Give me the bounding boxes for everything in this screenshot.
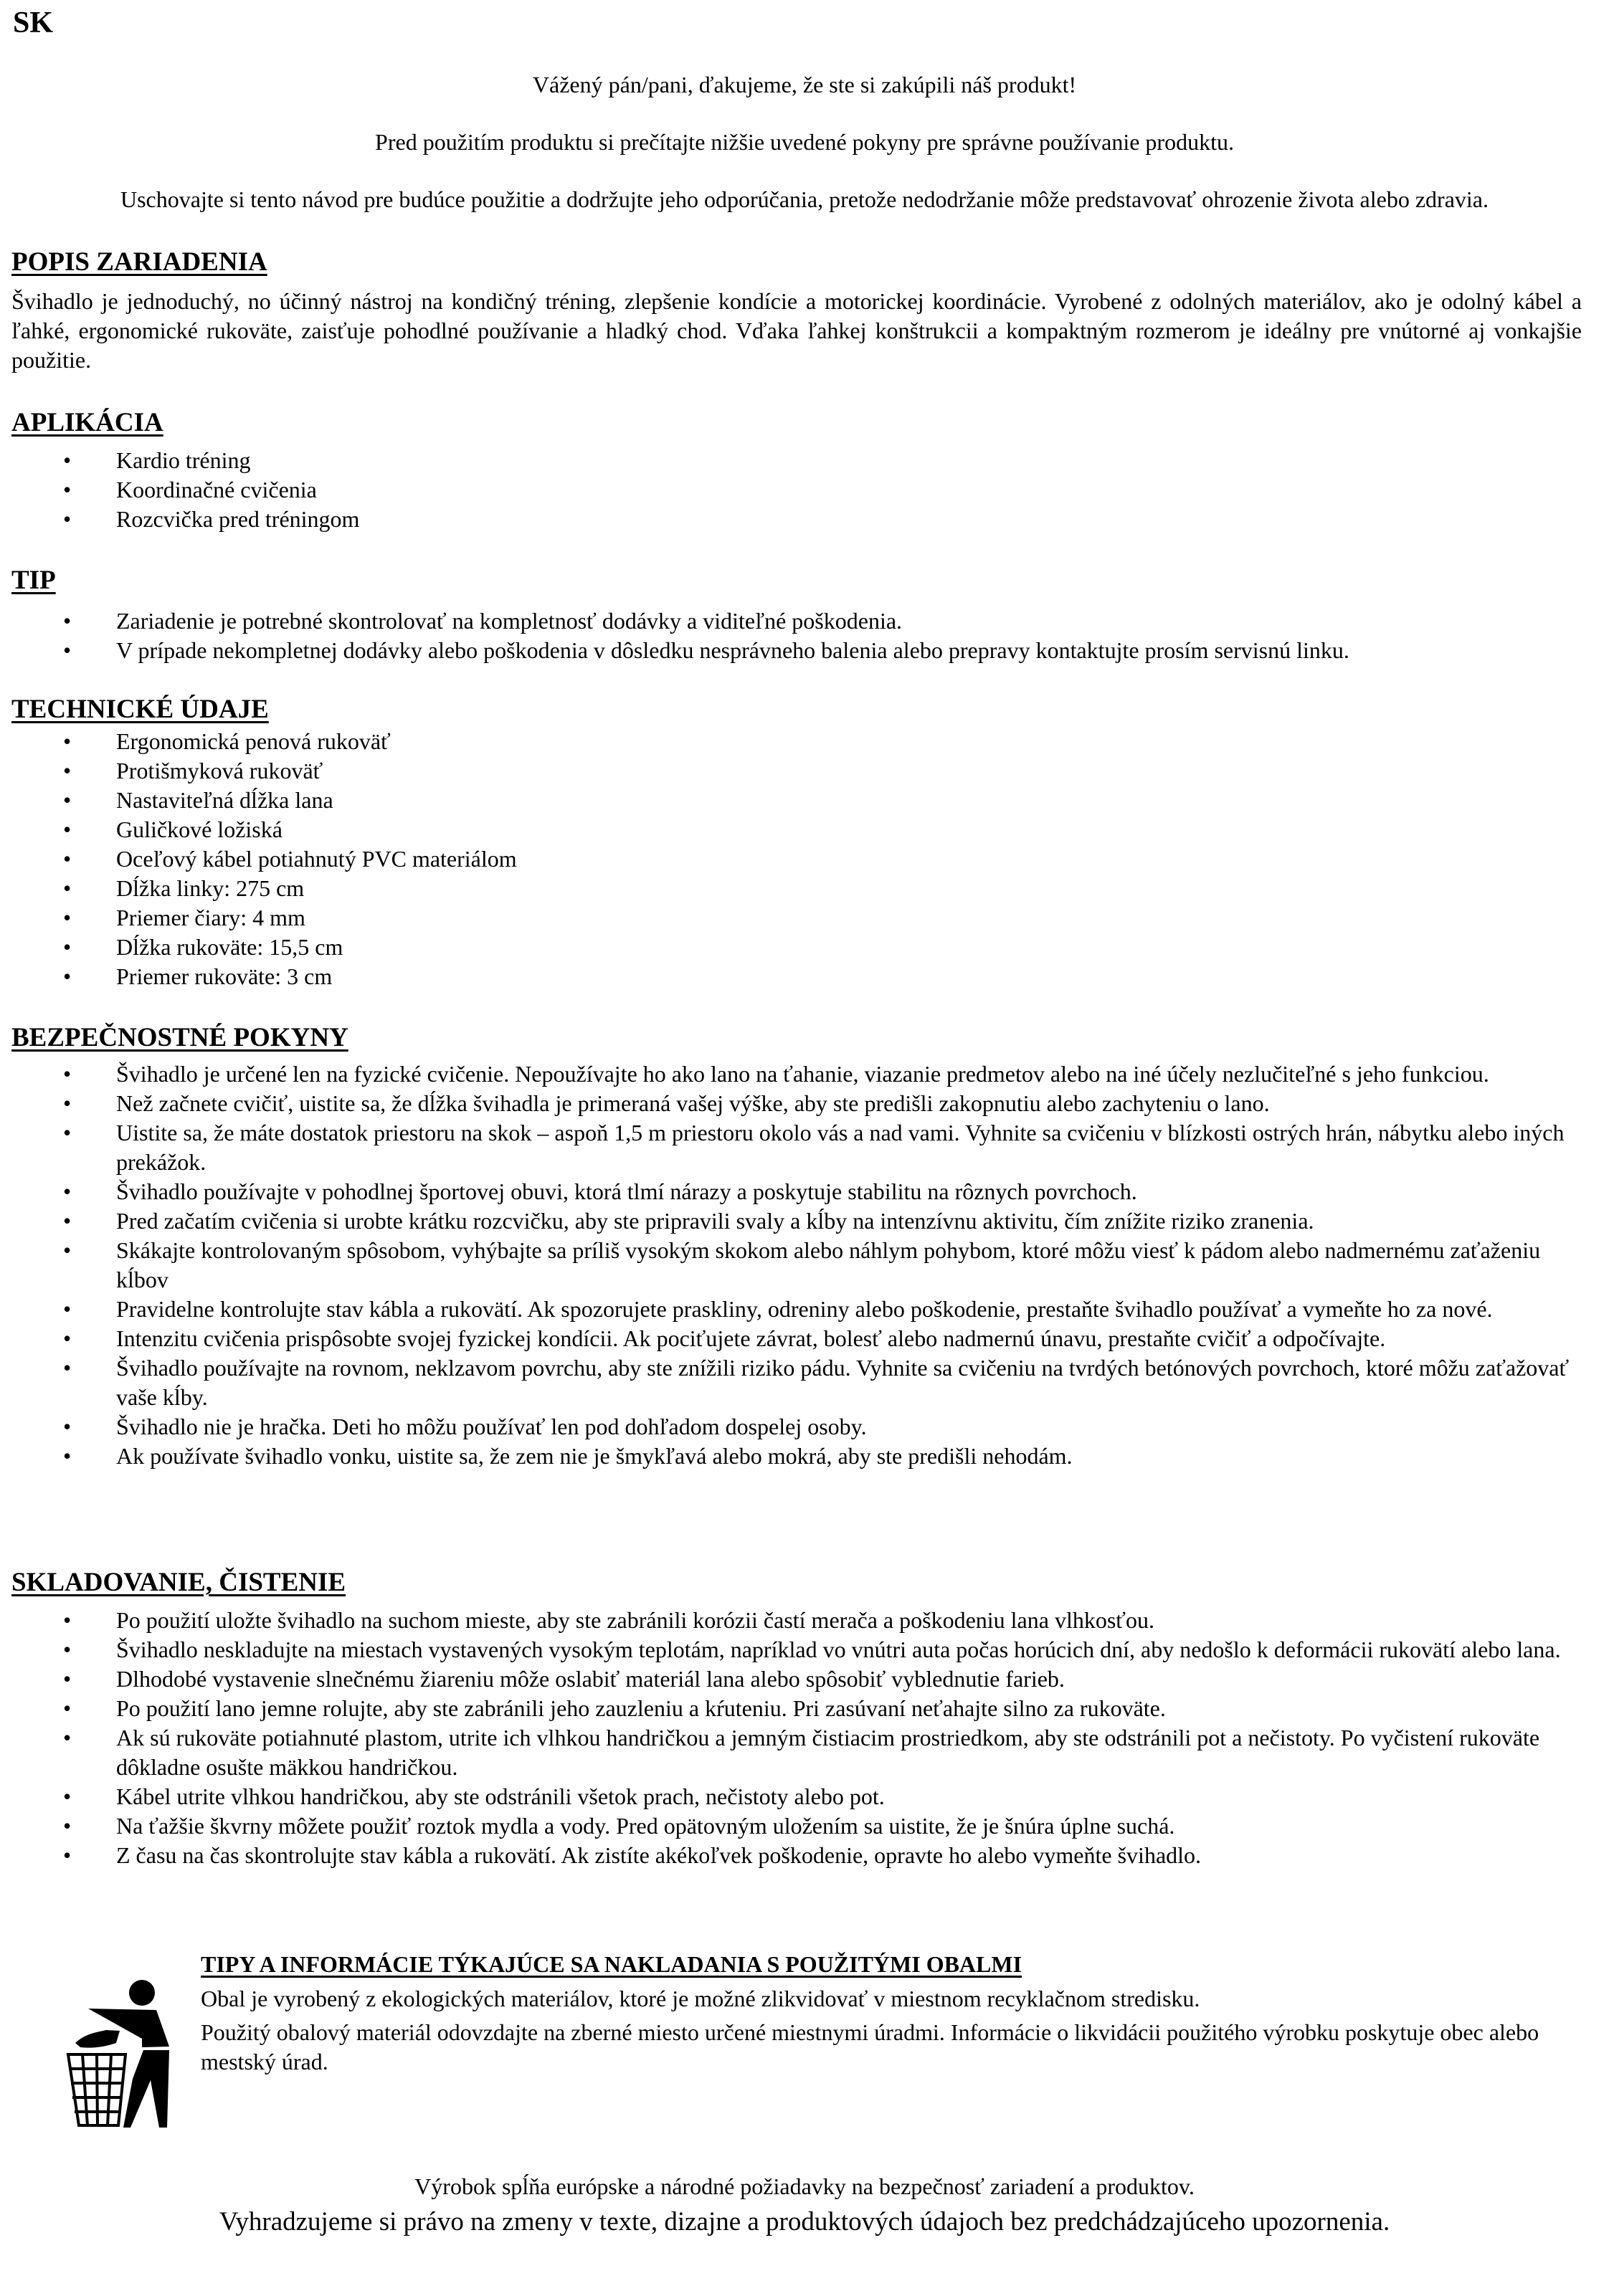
list-item — [0, 1412, 1609, 1442]
intro-keep-manual: Uschovajte si tento návod pre budúce použitie a dodržujte jeho odporúčania, pretože nedodržanie môže predstavovať ohrozenie života alebo zdravia. — [120, 186, 1489, 212]
bullet-icon: • — [63, 1813, 72, 1839]
intro-read-instructions: Pred použitím produktu si prečítajte nižšie uvedené pokyny pre správne používanie produktu. — [375, 129, 1234, 155]
list-item — [0, 505, 1609, 534]
list-item — [0, 727, 1609, 756]
list-item-text: Z času na čas skontrolujte stav kábla a rukovätí. Ak zistíte akékoľvek poškodenie, opravte ho alebo vymeňte švihadlo. — [116, 1842, 1202, 1868]
bullet-icon: • — [63, 1178, 72, 1204]
list-item — [0, 1442, 1609, 1471]
list-item — [0, 636, 1609, 665]
list-item — [0, 1353, 1609, 1412]
list-item-text: Dlhodobé vystavenie slnečnému žiareniu môže oslabiť materiál lana alebo spôsobiť vyblednutie farieb. — [116, 1666, 1065, 1692]
list-item — [0, 1295, 1609, 1324]
list-item — [0, 903, 1609, 933]
list-item — [0, 446, 1609, 475]
description-text: Švihadlo je jednoduchý, no účinný nástroj na kondičný tréning, zlepšenie kondície a motorickej koordinácie. Vyrobené z odolných materiálov, ako je odolný kábel a ľahké, ergonomické rukoväte, zaisťuje pohodlné používanie a hladký chod. Vďaka ľahkej konštrukcii a kompaktným rozmerom je ideálny pre vnútorné aj vonkajšie použitie. — [11, 288, 1582, 373]
technical-list — [0, 727, 1609, 991]
compliance-statement: Výrobok spĺňa európske a národné požiadavky na bezpečnosť zariadení a produktov. — [414, 2173, 1195, 2199]
bullet-icon: • — [63, 1443, 72, 1469]
bullet-icon: • — [63, 1637, 72, 1662]
application-list — [0, 446, 1609, 534]
bullet-icon: • — [63, 1296, 72, 1322]
list-item-text: Ak používate švihadlo vonku, uistite sa, že zem nie je šmykľavá alebo mokrá, aby ste predišli nehodám. — [116, 1443, 1073, 1469]
technical-heading: TECHNICKÉ ÚDAJE — [11, 695, 269, 724]
tidyman-trash-bin-icon — [50, 1978, 176, 2129]
application-heading: APLIKÁCIA — [11, 408, 163, 437]
list-item-text: Guličkové ložiská — [116, 816, 283, 842]
bullet-icon: • — [63, 875, 72, 901]
list-item — [0, 1206, 1609, 1236]
list-item — [0, 1782, 1609, 1811]
bullet-icon: • — [63, 816, 72, 842]
list-item — [0, 1236, 1609, 1295]
list-item-text: Skákajte kontrolovaným spôsobom, vyhýbajte sa príliš vysokým skokom alebo náhlym pohybom, ktoré môžu viesť k pádom alebo nadmernému zaťaženiu kĺbov — [116, 1237, 1541, 1292]
list-item-text: Švihadlo neskladujte na miestach vystavených vysokým teplotám, napríklad vo vnútri auta počas horúcich dní, aby nedošlo k deformácii rukovätí alebo lana. — [116, 1637, 1561, 1662]
bullet-icon: • — [63, 1414, 72, 1439]
list-item-text: Po použití uložte švihadlo na suchom mieste, aby ste zabránili korózii častí merača a poškodeniu lana vlhkosťou. — [116, 1607, 1154, 1633]
bullet-icon: • — [63, 1090, 72, 1116]
bullet-icon: • — [63, 1120, 72, 1145]
list-item-text: Intenzitu cvičenia prispôsobte svojej fyzickej kondícii. Ak pociťujete závrat, bolesť alebo nadmernú únavu, prestaňte cvičiť a odpočívajte. — [116, 1325, 1386, 1351]
list-item — [0, 1811, 1609, 1841]
list-item — [0, 1177, 1609, 1206]
list-item — [0, 1841, 1609, 1870]
intro-greeting: Vážený pán/pani, ďakujeme, že ste si zakúpili náš produkt! — [532, 72, 1077, 97]
list-item-text: Zariadenie je potrebné skontrolovať na kompletnosť dodávky a viditeľné poškodenia. — [116, 608, 903, 634]
bullet-icon: • — [63, 1208, 72, 1234]
list-item-text: Dĺžka rukoväte: 15,5 cm — [116, 934, 343, 960]
bullet-icon: • — [63, 1237, 72, 1263]
list-item-text: Na ťažšie škvrny môžete použiť roztok mydla a vody. Pred opätovným uložením sa uistite, že je šnúra úplne suchá. — [116, 1813, 1175, 1839]
bullet-icon: • — [63, 1061, 72, 1087]
bullet-icon: • — [63, 1783, 72, 1809]
list-item-text: Kábel utrite vlhkou handričkou, aby ste odstránili všetok prach, nečistoty alebo pot. — [116, 1783, 885, 1809]
disposal-heading: TIPY A INFORMÁCIE TÝKAJÚCE SA NAKLADANIA S POUŽITÝMI OBALMI — [201, 1951, 1022, 1977]
list-item-text: Rozcvička pred tréningom — [116, 506, 360, 532]
bullet-icon: • — [63, 1842, 72, 1868]
list-item-text: Švihadlo je určené len na fyzické cvičenie. Nepoužívajte ho ako lano na ťahanie, viazanie predmetov alebo na iné účely nezlučiteľné s jeho funkciou. — [116, 1061, 1489, 1087]
list-item-text: Koordinačné cvičenia — [116, 477, 317, 502]
list-item-text: Ergonomická penová rukoväť — [116, 728, 391, 754]
list-item — [0, 844, 1609, 874]
list-item-text: Pred začatím cvičenia si urobte krátku rozcvičku, aby ste pripravili svaly a kĺby na intenzívnu aktivitu, čím znížite riziko zranenia. — [116, 1208, 1314, 1234]
list-item — [0, 962, 1609, 991]
list-item — [0, 475, 1609, 505]
list-item-text: Kardio tréning — [116, 447, 251, 473]
list-item — [0, 1089, 1609, 1118]
bullet-icon: • — [63, 637, 72, 663]
list-item-text: Po použití lano jemne rolujte, aby ste zabránili jeho zauzleniu a kŕuteniu. Pri zasúvaní neťahajte silno za rukoväte. — [116, 1695, 1166, 1721]
bullet-icon: • — [63, 1725, 72, 1750]
list-item-text: Než začnete cvičiť, uistite sa, že dĺžka švihadla je primeraná vašej výške, aby ste predišli zakopnutiu alebo zachyteniu o lano. — [116, 1090, 1270, 1116]
bullet-icon: • — [63, 477, 72, 502]
list-item — [0, 1723, 1609, 1782]
list-item-text: Priemer čiary: 4 mm — [116, 905, 305, 930]
bullet-icon: • — [63, 1355, 72, 1381]
list-item — [0, 786, 1609, 815]
list-item — [0, 1694, 1609, 1723]
bullet-icon: • — [63, 728, 72, 754]
safety-list — [0, 1059, 1609, 1471]
bullet-icon: • — [63, 905, 72, 930]
list-item — [0, 874, 1609, 903]
list-item-text: Uistite sa, že máte dostatok priestoru na skok – aspoň 1,5 m priestoru okolo vás a nad vami. Vyhnite sa cvičeniu v blízkosti ostrých hrán, nábytku alebo iných prekážok. — [116, 1120, 1565, 1175]
bullet-icon: • — [63, 1607, 72, 1633]
list-item — [0, 1118, 1609, 1177]
list-item-text: Švihadlo používajte na rovnom, neklzavom povrchu, aby ste znížili riziko pádu. Vyhnite sa cvičeniu na tvrdých betónových povrchoch, ktoré môžu zaťažovať vaše kĺby. — [116, 1355, 1570, 1410]
description-heading: POPIS ZARIADENIA — [11, 247, 267, 277]
bullet-icon: • — [63, 608, 72, 634]
list-item — [0, 606, 1609, 636]
storage-heading: SKLADOVANIE, ČISTENIE — [11, 1568, 346, 1597]
list-item-text: Dĺžka linky: 275 cm — [116, 875, 305, 901]
storage-list — [0, 1606, 1609, 1870]
list-item-text: Priemer rukoväte: 3 cm — [116, 963, 333, 989]
bullet-icon: • — [63, 506, 72, 532]
language-code: SK — [13, 6, 54, 39]
bullet-icon: • — [63, 963, 72, 989]
list-item — [0, 815, 1609, 844]
list-item-text: Švihadlo nie je hračka. Deti ho môžu používať len pod dohľadom dospelej osoby. — [116, 1414, 867, 1439]
disposal-section — [201, 1948, 1606, 2077]
list-item — [0, 1635, 1609, 1664]
bullet-icon: • — [63, 1695, 72, 1721]
tip-heading: TIP — [11, 566, 56, 595]
safety-heading: BEZPEČNOSTNÉ POKYNY — [11, 1023, 348, 1052]
list-item — [0, 1324, 1609, 1353]
bullet-icon: • — [63, 846, 72, 872]
bullet-icon: • — [63, 787, 72, 813]
list-item-text: Protišmyková rukoväť — [116, 758, 323, 783]
list-item — [0, 756, 1609, 786]
tip-list — [0, 606, 1609, 665]
list-item — [0, 933, 1609, 962]
bullet-icon: • — [63, 1666, 72, 1692]
list-item — [0, 1059, 1609, 1089]
disposal-paragraph: Obal je vyrobený z ekologických materiálov, ktoré je možné zlikvidovať v miestnom recyklačnom stredisku. — [201, 1986, 1200, 2011]
bullet-icon: • — [63, 1325, 72, 1351]
bullet-icon: • — [63, 447, 72, 473]
list-item — [0, 1606, 1609, 1635]
list-item-text: Ak sú rukoväte potiahnuté plastom, utrite ich vlhkou handričkou a jemným čistiacim prostriedkom, aby ste odstránili pot a nečistoty. Po vyčistení rukoväte dôkladne osušte mäkkou handričkou. — [116, 1725, 1540, 1780]
list-item-text: Pravidelne kontrolujte stav kábla a rukovätí. Ak spozorujete praskliny, odreniny alebo poškodenie, prestaňte švihadlo používať a vymeňte ho za nové. — [116, 1296, 1493, 1322]
list-item-text: V prípade nekompletnej dodávky alebo poškodenia v dôsledku nesprávneho balenia alebo prepravy kontaktujte prosím servisnú linku. — [116, 637, 1349, 663]
bullet-icon: • — [63, 758, 72, 783]
list-item-text: Oceľový kábel potiahnutý PVC materiálom — [116, 846, 517, 872]
list-item — [0, 1664, 1609, 1694]
disclaimer-statement: Vyhradzujeme si právo na zmeny v texte, dizajne a produktových údajoch bez predchádzajúceho upozornenia. — [219, 2207, 1390, 2237]
disposal-paragraph: Použitý obalový materiál odovzdajte na zberné miesto určené miestnymi úradmi. Informácie o likvidácii použitého výrobku poskytuje obec alebo mestský úrad. — [201, 2019, 1539, 2075]
list-item-text: Švihadlo používajte v pohodlnej športovej obuvi, ktorá tlmí nárazy a poskytuje stabilitu na rôznych povrchoch. — [116, 1178, 1137, 1204]
list-item-text: Nastaviteľná dĺžka lana — [116, 787, 333, 813]
bullet-icon: • — [63, 934, 72, 960]
